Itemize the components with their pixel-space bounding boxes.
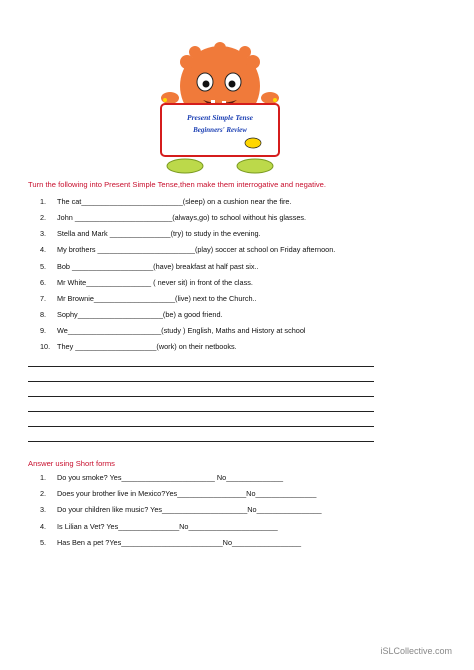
footer-watermark: iSLCollective.com	[380, 646, 452, 656]
writing-line	[28, 396, 374, 397]
sign-subtitle: Beginners' Review	[193, 126, 247, 134]
monster-mascot-illustration	[155, 40, 285, 180]
exercise-item: 10. They ____________________(work) on their netbooks.	[40, 342, 237, 351]
exercise-item: 7. Mr Brownie____________________(live) next to the Church..	[40, 294, 257, 303]
exercise-item: 6. Mr White________________ ( never sit) in front of the class.	[40, 278, 253, 287]
exercise-item: 8. Sophy_____________________(be) a good friend.	[40, 310, 223, 319]
exercise-item: 1. The cat_________________________(sleep) on a cushion near the fire.	[40, 197, 292, 206]
writing-line	[28, 411, 374, 412]
short-answer-item: 3. Do your children like music? Yes_____________________No________________	[40, 505, 322, 514]
writing-line	[28, 366, 374, 367]
monster-shoe-right	[237, 159, 273, 173]
writing-line	[28, 441, 374, 442]
exercise-item: 5. Bob ____________________(have) breakfast at half past six..	[40, 262, 259, 271]
short-answer-item: 4. Is Lilian a Vet? Yes_______________No______________________	[40, 522, 278, 531]
instruction-heading: Turn the following into Present Simple Tense,then make them interrogative and negative.	[28, 180, 327, 189]
writing-line	[28, 426, 374, 427]
writing-line	[28, 381, 374, 382]
exercise-item: 4. My brothers ________________________(play) soccer at school on Friday afternoon.	[40, 245, 336, 254]
exercise-item: 9. We_______________________(study ) English, Maths and History at school	[40, 326, 306, 335]
short-answer-item: 2. Does your brother live in Mexico?Yes_________________No_______________	[40, 489, 317, 498]
sign-title: Present Simple Tense	[187, 113, 253, 122]
monster-shoe-left	[167, 159, 203, 173]
sign-sticker-icon	[245, 138, 261, 148]
short-forms-heading: Answer using Short forms	[28, 459, 115, 468]
short-answer-item: 5. Has Ben a pet ?Yes_________________________No_________________	[40, 538, 302, 547]
exercise-item: 3. Stella and Mark _______________(try) to study in the evening.	[40, 229, 261, 238]
exercise-item: 2. John ________________________(always,go) to school without his glasses.	[40, 213, 307, 222]
short-answer-item: 1. Do you smoke? Yes_______________________ No______________	[40, 473, 284, 482]
